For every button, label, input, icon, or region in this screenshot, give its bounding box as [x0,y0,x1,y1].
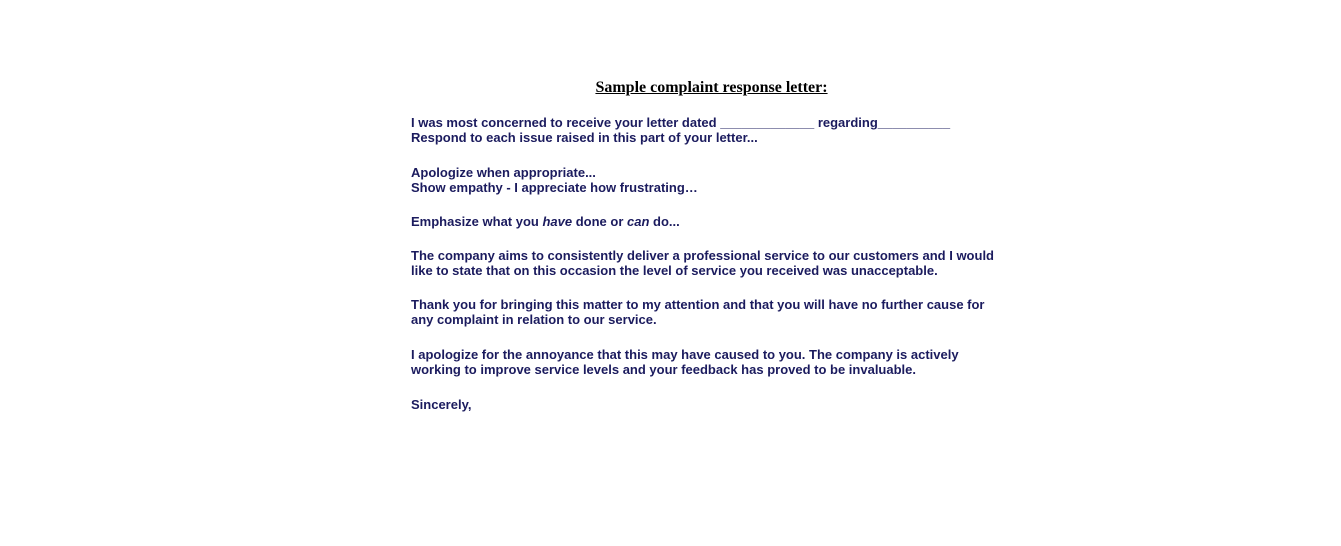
emphasis-have: have [542,214,573,229]
paragraph-line: like to state that on this occasion the level of service you received was unacceptable. [411,263,938,278]
paragraph-letter-received [411,115,1031,145]
paragraph-company-aims [411,248,1031,278]
paragraph-line: any complaint in relation to our service. [411,312,657,327]
text-segment: do... [649,214,680,229]
paragraph-line: Sincerely, [411,397,472,412]
paragraph-line: I was most concerned to receive your letter dated _____________ regarding__________ [411,115,951,130]
paragraph-emphasize [411,214,1031,229]
paragraph-apologize [411,165,1031,195]
paragraph-thank-you [411,297,1031,327]
paragraph-line: Apologize when appropriate... [411,165,596,180]
paragraph-apology-annoyance [411,347,1031,377]
text-segment: Emphasize what you [411,214,543,229]
paragraph-line: working to improve service levels and your feedback has proved to be invaluable. [411,362,917,377]
page-title: Sample complaint response letter: [595,79,828,96]
paragraph-line: Respond to each issue raised in this part of your letter... [411,130,758,145]
paragraph-line: I apologize for the annoyance that this may have caused to you. The company is actively [411,347,959,362]
paragraph-line [411,214,1031,229]
paragraph-line: The company aims to consistently deliver a professional service to our customers and I would [411,248,994,263]
paragraph-line: Show empathy - I appreciate how frustrating… [411,180,698,195]
closing-sincerely [411,397,1031,412]
emphasis-can: can [627,214,650,229]
text-segment: done or [572,214,628,229]
paragraph-line: Thank you for bringing this matter to my attention and that you will have no further cause for [411,297,985,312]
